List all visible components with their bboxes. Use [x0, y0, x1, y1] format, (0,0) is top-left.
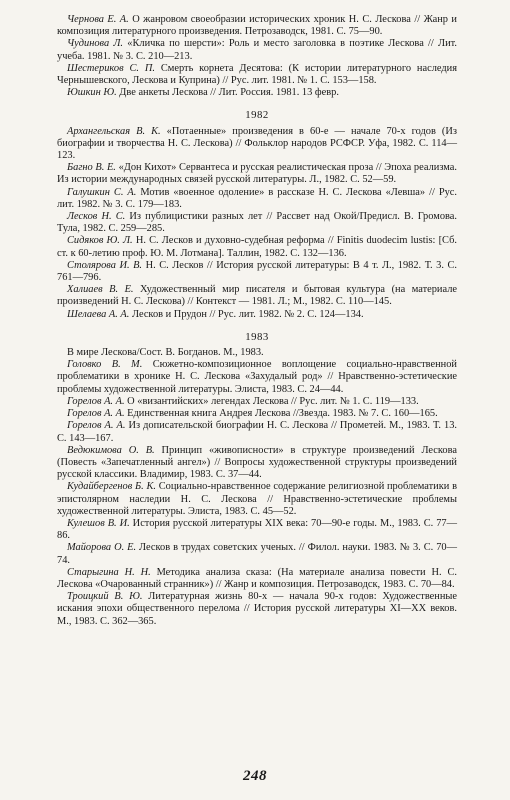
bibliography-entry	[57, 126, 457, 163]
year-section	[57, 331, 457, 628]
entry-author: Ведюкимова О. В.	[67, 444, 155, 456]
entry-text: Мотив «военное одоление» в рассказе Н. С. Лескова «Левша» // Рус. лит. 1982. № 3. С. 179—183.	[57, 186, 458, 210]
bibliography-entry	[57, 260, 457, 284]
entry-author: Шелаева А. А.	[67, 308, 130, 320]
entry-text: Из публицистики разных лет // Рассвет над Окой/Предисл. В. Громова. Тула, 1982. С. 259—285.	[57, 211, 457, 235]
year-section	[57, 109, 457, 320]
entry-text: Социально-нравственное содержание религиозной проблематики в эпистолярном наследии Н. С. Лескова // Нравственно-эстетические проблемы художественной литературы. Элиста, 1983. С. 45—52.	[57, 481, 457, 517]
bibliography-entry	[57, 359, 457, 396]
bibliography-entry	[57, 309, 457, 321]
entry-author: Сидяков Ю. Л.	[67, 235, 133, 247]
entry-text: Художественный мир писателя и бытовая культура (на материале произведений Н. С. Лескова) // Контекст — 1981. Л.; М., 1982. С. 110—145.	[57, 284, 457, 308]
bibliography-entry	[57, 235, 457, 259]
bibliography-entry	[57, 14, 457, 38]
bibliography-entry	[57, 408, 457, 420]
entry-author: Кудайбергенов Б. К.	[67, 481, 156, 493]
entry-author: Горелов А. А.	[67, 420, 126, 432]
entry-text: Из дописательской биографии Н. С. Лескова // Прометей. М., 1983. Т. 13. С. 143—167.	[57, 420, 457, 444]
bibliography-entry	[57, 518, 457, 542]
entry-author: Майорова О. Е.	[67, 542, 137, 554]
entry-text: О «византийских» легендах Лескова // Рус. лит. № 1. С. 119—133.	[124, 395, 419, 407]
entry-author: Юшкин Ю.	[67, 87, 117, 99]
bibliography-entry	[57, 162, 457, 186]
bibliography-entry	[57, 420, 457, 444]
bibliography-entry	[57, 87, 457, 99]
entry-author: Чудинова Л.	[67, 38, 124, 50]
bibliography-entry	[57, 542, 457, 566]
entry-text: «Кличка по шерсти»: Роль и место заголовка в поэтике Лескова // Лит. учеба. 1981. № 3. С. 210—213.	[57, 38, 457, 62]
entry-author: Кулешов В. И.	[67, 517, 130, 529]
entry-text: Литературная жизнь 80-х — начала 90-х годов: Художественные искания эпохи общественного перелома // История русской литературы XI—XX веков. М., 1983. С. 362—365.	[57, 591, 458, 627]
entry-author: Троицкий В. Ю.	[67, 591, 143, 603]
entry-author: Старыгина Н. Н.	[67, 566, 151, 578]
entry-text: В мире Лескова/Сост. В. Богданов. М., 1983.	[67, 347, 264, 359]
bibliography-entry	[57, 284, 457, 308]
entry-text: История русской литературы XIX века: 70—90-е годы. М., 1983. С. 77—86.	[57, 517, 457, 542]
entry-author: Столярова И. В.	[67, 259, 143, 271]
entry-text: «Потаенные» произведения в 60-е — начале 70-х годов (Из биографии и творчества Н. С. Лескова) // Фольклор народов РСФСР. Уфа, 1982. С. 114—123.	[57, 125, 457, 162]
entry-author: Шестериков С. П.	[67, 62, 155, 74]
entry-text: Принцип «живописности» в структуре произведений Лескова (Повесть «Запечатленный ангел») // Вопросы художественной структуры произведений русской классики. Владимир, 1983. С. 37—44.	[57, 444, 457, 481]
year-heading: 1982	[245, 109, 269, 122]
entry-author: Горелов А. А.	[67, 408, 125, 420]
entry-text: Лесков и Прудон // Рус. лит. 1982. № 2. С. 124—134.	[129, 308, 364, 320]
year-heading: 1983	[245, 330, 269, 343]
bibliography-entry	[57, 63, 457, 87]
entry-text: Две анкеты Лескова // Лит. Россия. 1981. 13 февр.	[116, 87, 339, 99]
entry-text: О жанровом своеобразии исторических хроник Н. С. Лескова // Жанр и композиция литературного произведения. Петрозаводск, 1981. С. 75—90.	[57, 14, 457, 38]
entry-author: Головко В. М.	[67, 359, 143, 371]
entry-text: Н. С. Лесков // История русской литературы: В 4 т. Л., 1982. Т. 3. С. 761—796.	[57, 259, 457, 284]
entry-author: Халиаев В. Е.	[67, 284, 134, 296]
entry-author: Архангельская В. К.	[67, 125, 161, 137]
bibliography-entry	[57, 567, 457, 591]
bibliography-entry	[57, 211, 457, 235]
bibliography-entry	[57, 38, 457, 62]
bibliography-entry	[57, 591, 457, 628]
entry-text: Смерть корнета Десятова: (К истории литературного наследия Чернышевского, Лескова и Куприна) // Рус. лит. 1981. № 1. С. 153—158.	[57, 62, 457, 87]
entry-text: Лесков в трудах советских ученых. // Филол. науки. 1983. № 3. С. 70—74.	[57, 542, 457, 566]
entry-text: Единственная книга Андрея Лескова //Звезда. 1983. № 7. С. 160—165.	[124, 408, 438, 420]
bibliography-page	[57, 14, 457, 628]
entry-author: Галушкин С. А.	[67, 186, 137, 198]
entry-author: Багно В. Е.	[67, 162, 116, 174]
bibliography-entry	[57, 445, 457, 482]
entry-text: Сюжетно-композиционное воплощение социально-нравственной проблематики в хронике Н. С. Лескова «Захудалый род» // Нравственно-эстетические проблемы художественной литературы. Элиста, 1983. С. 24—44.	[57, 359, 457, 395]
bibliography-entry	[57, 396, 457, 408]
bibliography-entry	[57, 347, 457, 359]
entry-text: «Дон Кихот» Сервантеса и русская реалистическая проза // Эпоха реализма. Из истории международных связей русской литературы. Л., 1982. С. 52—59.	[57, 162, 457, 186]
page-number: 248	[243, 768, 267, 784]
entry-text: Методика анализа сказа: (На материале анализа повести Н. С. Лескова «Очарованный странник») // Жанр и композиция. Петрозаводск, 1983. С. 70—84.	[57, 566, 457, 590]
year-section	[57, 14, 457, 99]
entry-author: Лесков Н. С.	[67, 211, 126, 223]
bibliography-entry	[57, 187, 457, 211]
bibliography-entry	[57, 481, 457, 518]
entry-author: Чернова Е. А.	[67, 14, 129, 25]
entry-text: Н. С. Лесков и духовно-судебная реформа // Finitis duodecim lustis: [Сб. ст. к 60-летию проф. Ю. М. Лотмана]. Таллин, 1982. С. 132—136.	[57, 235, 458, 259]
entry-author: Горелов А. А.	[67, 395, 125, 407]
